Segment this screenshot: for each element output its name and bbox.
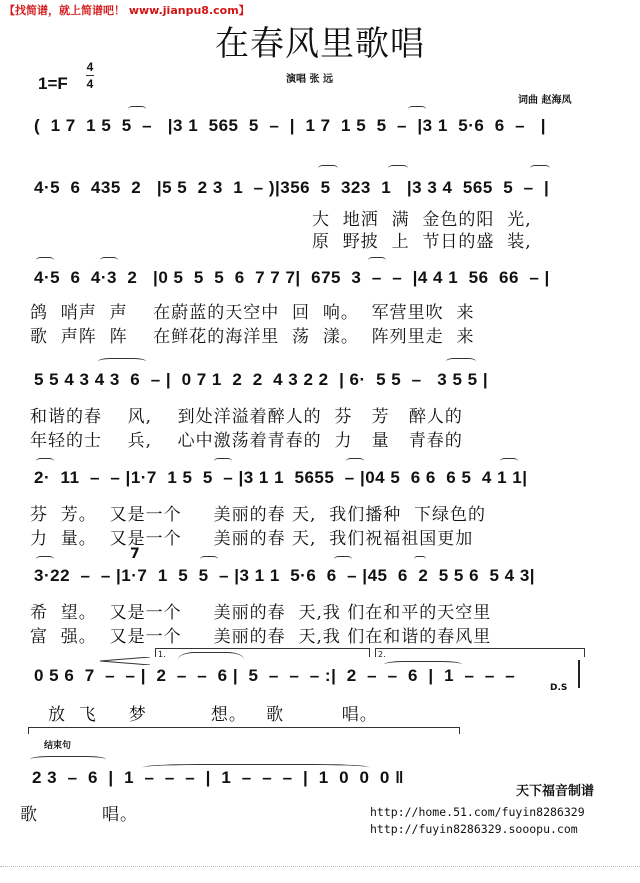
slur (128, 106, 146, 113)
crescendo-hairpin (100, 650, 150, 658)
ending-label: 结束句 (44, 741, 72, 751)
ending-bracket (28, 727, 460, 734)
slur (36, 257, 54, 264)
slur (446, 358, 476, 365)
singer-credit: 演唱 张 远 (286, 74, 333, 85)
lyrics-row-7: 放 飞 梦 想。 歌 唱。 (48, 705, 378, 725)
website-link-1[interactable]: http://home.51.com/fuyin8286329 (370, 805, 585, 819)
slur (36, 556, 54, 563)
key-signature: 1=F (38, 74, 68, 93)
page-bottom-divider (0, 866, 640, 867)
lyrics-row-2-verse-1: 大 地洒 满 金色的阳 光, (312, 210, 532, 230)
lyrics-row-4-verse-2: 年轻的士 兵, 心中激荡着青春的 力 量 青春的 (30, 431, 463, 451)
website-link-2[interactable]: http://fuyin8286329.sooopu.com (370, 822, 578, 836)
notation-row-3: 4·5 6 4·3 2 |0 5 5 5 6 7 7 7| 675 3 – – |4 4 1 56 66 – | (34, 268, 550, 287)
time-signature-top: 4 (86, 60, 94, 74)
site-banner-link[interactable]: 【找简谱，就上简谱吧！ www.jianpu8.com】 (4, 4, 250, 17)
barline (578, 660, 580, 688)
ds-marking: D.S (550, 683, 568, 693)
lyrics-row-5-verse-1: 芬 芳。 又是一个 美丽的春 天, 我们播种 下绿色的 (30, 505, 487, 525)
lyrics-row-8: 歌 唱。 (20, 805, 139, 825)
lyrics-row-3-verse-1: 鸽 哨声 声 在蔚蓝的天空中 回 响。 军营里吹 来 (30, 303, 475, 323)
notation-row-5: 2· 11 – – |1·7 1 5 5 – |3 1 1 5655 – |04 5 6 6 6 5 4 1 1| (34, 468, 528, 487)
transcriber-credit: 天下福音制谱 (516, 784, 595, 799)
volta-label-1: 1. (158, 650, 166, 659)
notation-row-2: 4·5 6 435 2 |5 5 2 3 1 – )|356 5 323 1 |3 3 4 565 5 – | (34, 178, 550, 197)
notation-row-6: 3·22 – – |1·7 1 5 5 – |3 1 1 5·6 6 – |45 6 2 5 5 6 5 4 3| (34, 566, 536, 585)
composer-credit: 词曲 赵海凤 (518, 95, 572, 106)
lyrics-row-6-verse-2: 富 强。 又是一个 美丽的春 天,我 们在和谐的春风里 (30, 627, 492, 647)
slur (500, 458, 518, 465)
slur (368, 257, 386, 264)
slur (98, 358, 146, 365)
lyrics-row-4-verse-1: 和谐的春 风, 到处洋溢着醉人的 芬 芳 醉人的 (30, 407, 463, 427)
slur (100, 257, 118, 264)
volta-bracket-2 (375, 648, 585, 657)
slur (414, 556, 426, 563)
lyrics-row-5-verse-2: 力 量。 又是一个 美丽的春 天, 我们祝福祖国更加 (30, 529, 474, 549)
slur (334, 556, 352, 563)
slur (214, 458, 232, 465)
notation-row-1: ( 1 7 1 5 5 – |3 1 565 5 – | 1 7 1 5 5 – |3 1 5·6 6 – | (34, 116, 547, 135)
time-signature-bottom: 4 (86, 77, 94, 91)
slur (30, 756, 106, 763)
slur (388, 165, 408, 172)
slur (318, 165, 338, 172)
lyrics-row-2-verse-2: 原 野披 上 节日的盛 装, (312, 232, 532, 252)
grace-note: 7 (130, 546, 140, 562)
slur (200, 556, 218, 563)
tie (178, 652, 244, 667)
slur (346, 458, 364, 465)
song-title: 在春风里歌唱 (215, 24, 425, 64)
lyrics-row-3-verse-2: 歌 声阵 阵 在鲜花的海洋里 荡 漾。 阵列里走 来 (30, 327, 475, 347)
notation-row-7: 0 5 6 7 – – | 2 – – 6 | 5 – – – :| 2 – – 6 | 1 – – – (34, 666, 516, 685)
time-signature-divider (86, 75, 94, 76)
slur (530, 165, 550, 172)
lyrics-row-6-verse-1: 希 望。 又是一个 美丽的春 天,我 们在和平的天空里 (30, 603, 492, 623)
volta-label-2: 2. (378, 650, 386, 659)
slur (36, 458, 54, 465)
notation-row-4: 5 5 4 3 4 3 6 – | 0 7 1 2 2 4 3 2 2 | 6· 5 5 – 3 5 5 | (34, 370, 489, 389)
notation-row-8: 2 3 – 6 | 1 – – – | 1 – – – | 1 0 0 0 ‖ (32, 768, 405, 787)
time-signature (86, 60, 94, 91)
slur (408, 106, 426, 113)
